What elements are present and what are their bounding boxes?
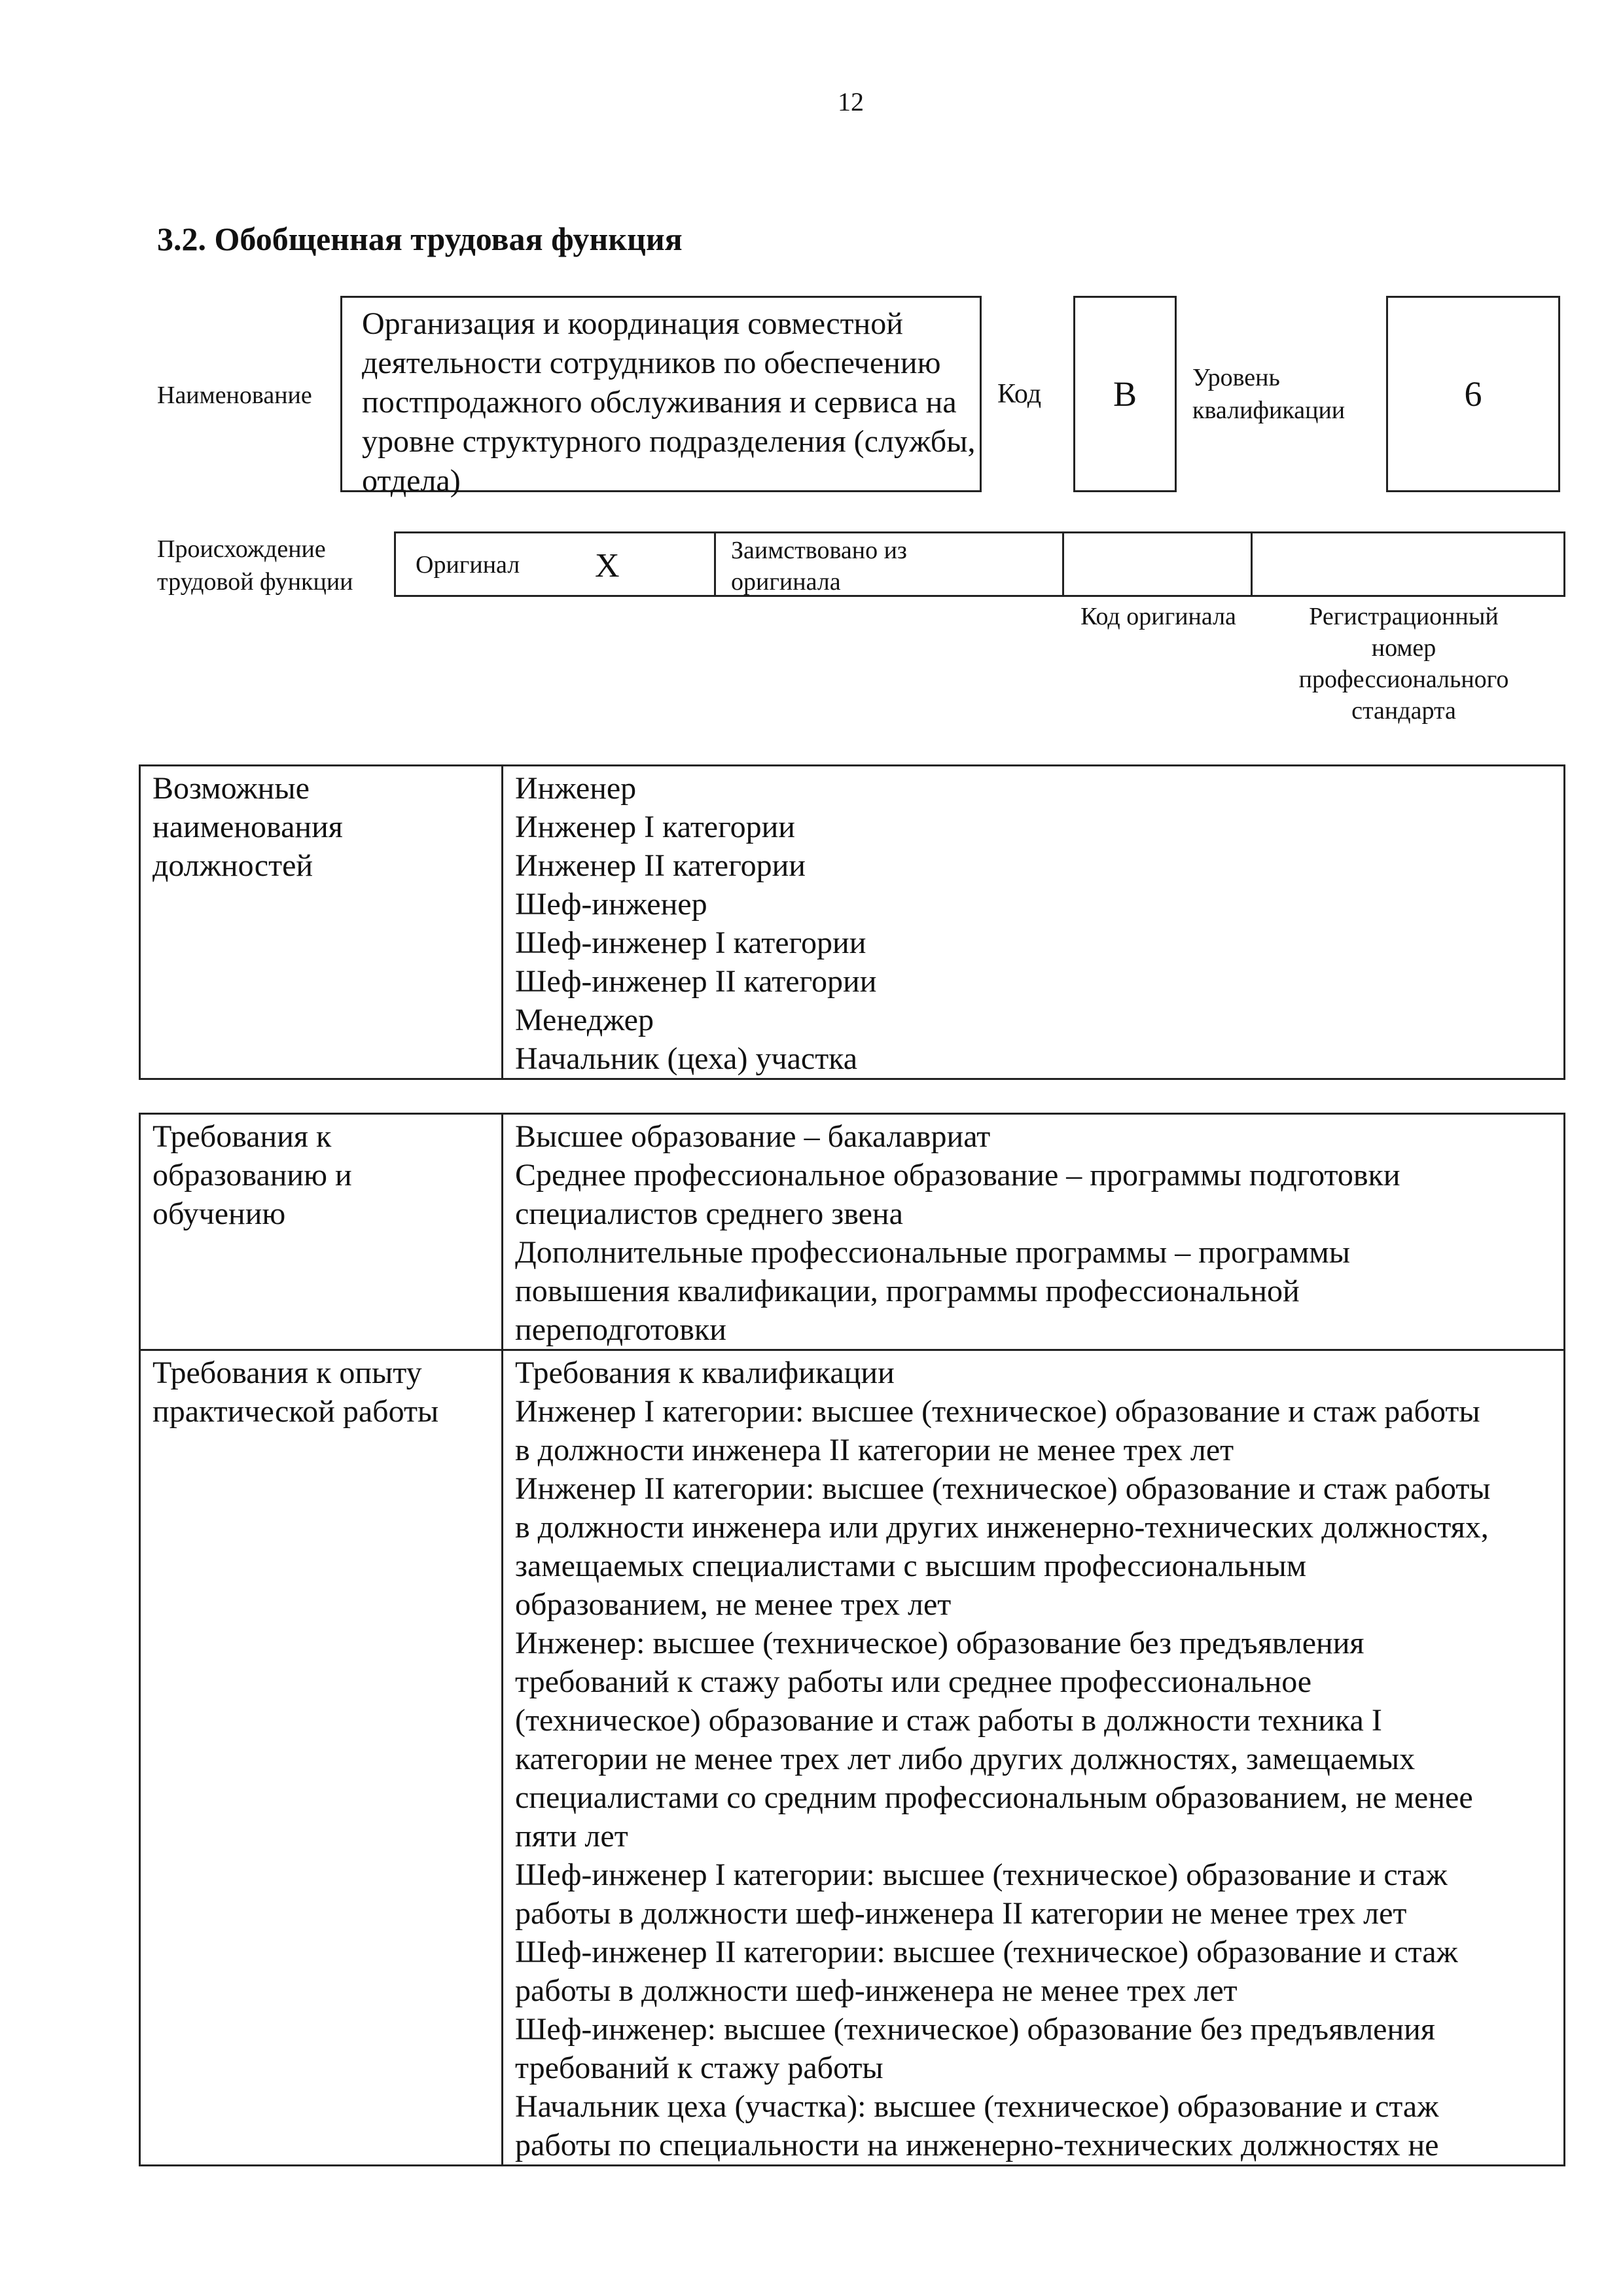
list-item: Инженер II категории bbox=[515, 848, 806, 883]
text-line: специалистами со средним профессиональным образованием, не менее bbox=[515, 1780, 1473, 1815]
text-line: работы по специальности на инженерно-технических должностях не bbox=[515, 2128, 1439, 2162]
positions-table bbox=[139, 764, 1565, 1080]
name-label: Наименование bbox=[157, 382, 312, 409]
code-label: Код bbox=[997, 379, 1042, 409]
origin-divider bbox=[714, 533, 716, 595]
page-number: 12 bbox=[838, 87, 864, 117]
text-line: образованием, не менее трех лет bbox=[515, 1587, 952, 1622]
text-line: (техническое) образование и стаж работы в должности техника I bbox=[515, 1703, 1382, 1738]
list-item: Инженер bbox=[515, 771, 637, 806]
table-row bbox=[140, 1350, 1565, 2166]
text-line: работы в должности шеф-инженера II категории не менее трех лет bbox=[515, 1896, 1407, 1931]
list-item: Шеф-инженер I категории bbox=[515, 925, 866, 960]
list-item: Начальник (цеха) участка bbox=[515, 1041, 858, 1076]
original-mark: Х bbox=[595, 547, 620, 584]
requirements-table bbox=[139, 1113, 1565, 2166]
level-value: 6 bbox=[1464, 374, 1482, 414]
text-line: Начальник цеха (участка): высшее (техническое) образование и стаж bbox=[515, 2089, 1439, 2124]
text-line: Среднее профессиональное образование – программы подготовки bbox=[515, 1158, 1400, 1193]
origin-divider bbox=[1251, 533, 1253, 595]
text-line: повышения квалификации, программы профессиональной bbox=[515, 1274, 1300, 1308]
text-line: Инженер I категории: высшее (техническое) образование и стаж работы bbox=[515, 1394, 1480, 1429]
table-row bbox=[140, 1114, 1565, 1350]
name-value-box bbox=[340, 296, 982, 498]
text-line: Дополнительные профессиональные программы – программы bbox=[515, 1235, 1350, 1270]
text-line: в должности инженера или других инженерно-технических должностях, bbox=[515, 1510, 1489, 1545]
text-line: Шеф-инженер II категории: высшее (техническое) образование и стаж bbox=[515, 1935, 1458, 1969]
text-line: Требования к квалификации bbox=[515, 1355, 895, 1390]
origin-row bbox=[394, 531, 1565, 597]
original-label: Оригинал bbox=[416, 551, 520, 579]
education-text bbox=[503, 1114, 1565, 1350]
text-line: работы в должности шеф-инженера не менее трех лет bbox=[515, 1973, 1238, 2008]
code-original-caption: Код оригинала bbox=[1080, 603, 1236, 630]
list-item: Шеф-инженер bbox=[515, 887, 707, 922]
list-item: Инженер I категории bbox=[515, 810, 795, 844]
experience-text bbox=[503, 1350, 1565, 2166]
positions-label: Возможные наименования должностей bbox=[140, 766, 503, 1079]
section-title: 3.2. Обобщенная трудовая функция bbox=[157, 221, 683, 257]
text-line: переподготовки bbox=[515, 1312, 726, 1347]
text-line: Шеф-инженер: высшее (техническое) образование без предъявления bbox=[515, 2012, 1435, 2047]
text-line: требований к стажу работы или среднее профессиональное bbox=[515, 1664, 1312, 1699]
positions-list bbox=[503, 766, 1565, 1079]
text-line: Инженер II категории: высшее (техническое) образование и стаж работы bbox=[515, 1471, 1491, 1506]
table-row bbox=[140, 766, 1565, 1079]
text-line: Инженер: высшее (техническое) образование без предъявления bbox=[515, 1626, 1364, 1660]
list-item: Менеджер bbox=[515, 1003, 654, 1037]
name-value: Организация и координация совместной деятельности сотрудников по обеспечению постпродажного обслуживания и сервиса на уровне структурного подразделения (службы, отдела) bbox=[362, 306, 976, 498]
text-line: Шеф-инженер I категории: высшее (техническое) образование и стаж bbox=[515, 1857, 1448, 1892]
list-item: Шеф-инженер II категории bbox=[515, 964, 877, 999]
text-line: требований к стажу работы bbox=[515, 2051, 883, 2085]
text-line: Высшее образование – бакалавриат bbox=[515, 1119, 991, 1154]
text-line: категории не менее трех лет либо других должностях, замещаемых bbox=[515, 1742, 1416, 1776]
text-line: замещаемых специалистами с высшим профессиональным bbox=[515, 1549, 1307, 1583]
level-value-box bbox=[1386, 296, 1560, 492]
origin-label: Происхождение трудовой функции bbox=[157, 535, 353, 596]
education-label: Требования к образованию и обучению bbox=[140, 1114, 503, 1350]
borrowed-label: Заимствовано из оригинала bbox=[731, 537, 907, 596]
experience-label: Требования к опыту практической работы bbox=[140, 1350, 503, 2166]
reg-number-caption: Регистрационный номер профессионального стандарта bbox=[1298, 603, 1509, 725]
code-value: В bbox=[1113, 374, 1137, 414]
text-line: пяти лет bbox=[515, 1819, 628, 1854]
level-label: Уровень квалификации bbox=[1192, 364, 1346, 424]
text-line: в должности инженера II категории не менее трех лет bbox=[515, 1433, 1234, 1467]
text-line: специалистов среднего звена bbox=[515, 1196, 903, 1231]
code-value-box bbox=[1073, 296, 1177, 492]
origin-divider bbox=[1062, 533, 1064, 595]
